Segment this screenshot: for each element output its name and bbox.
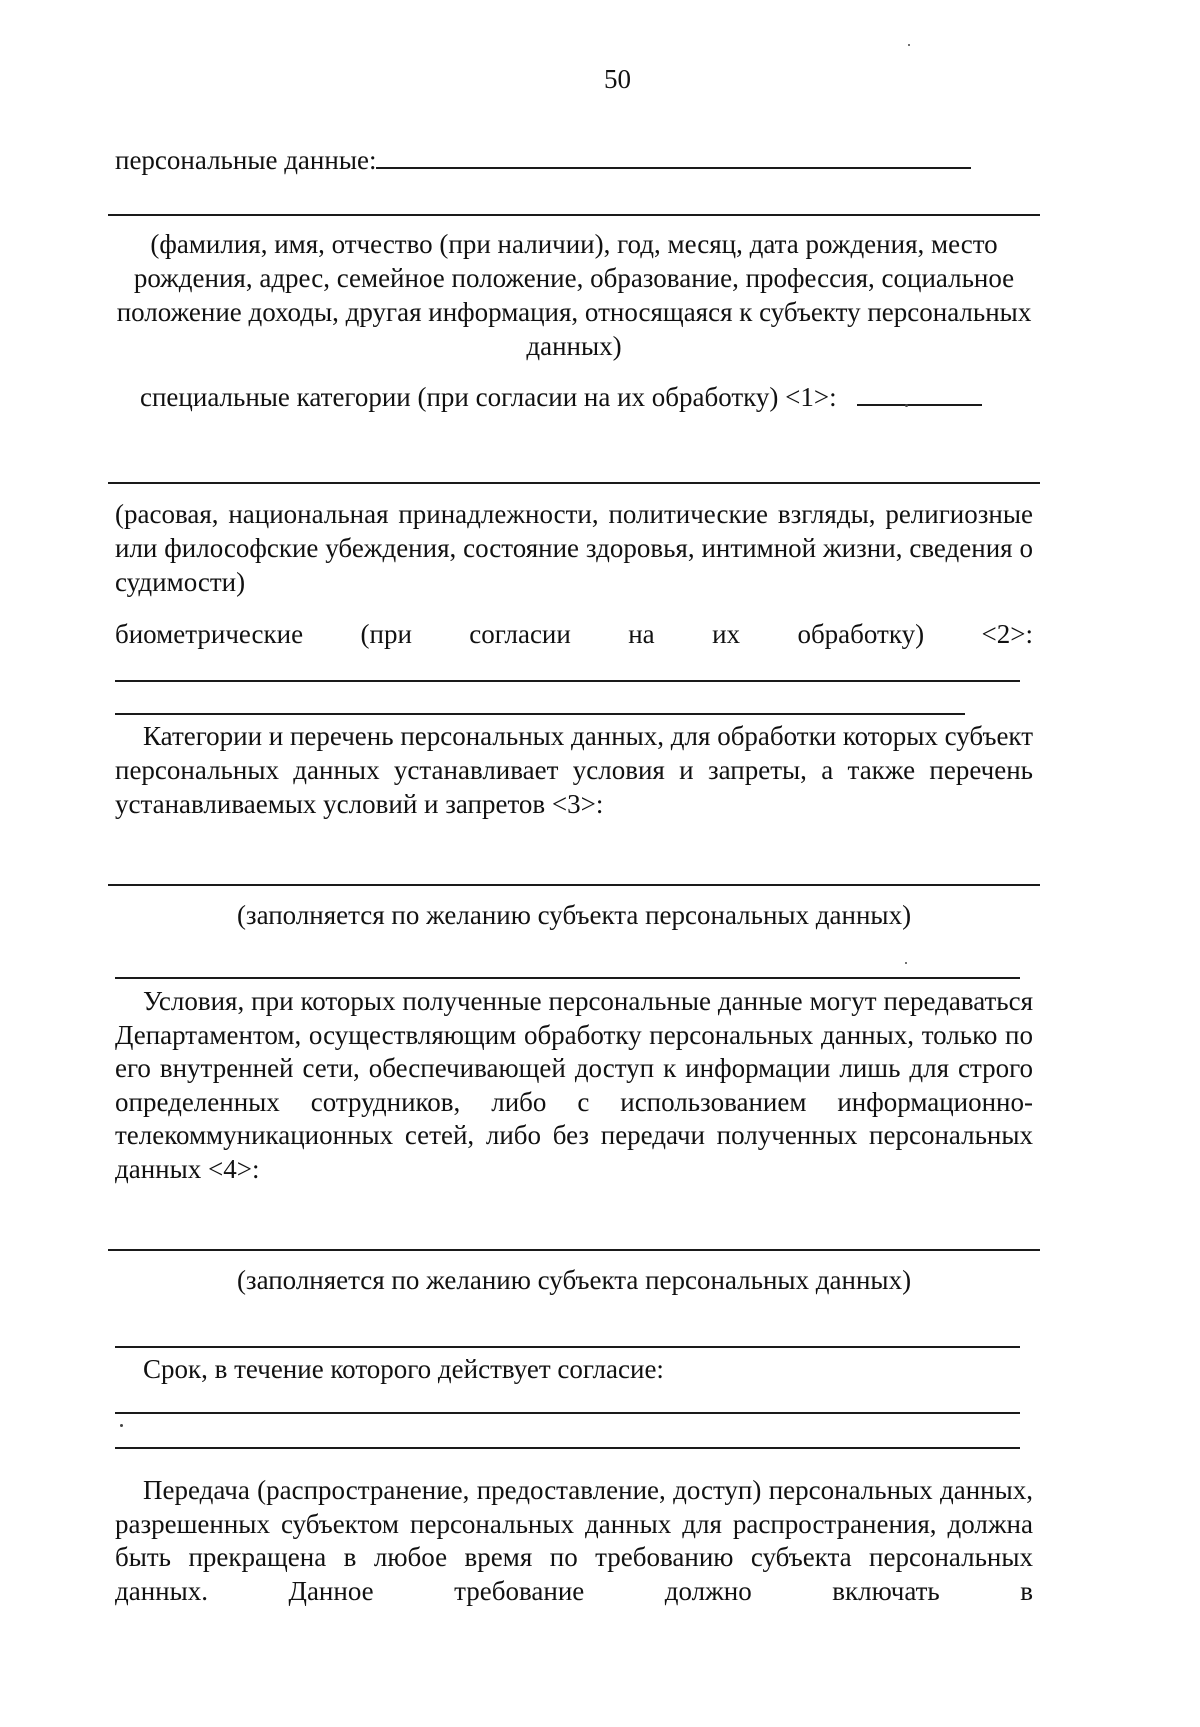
conditions-bans-text: Категории и перечень персональных данных, для обработки которых субъект персональных данных устанавливает условия и запреты, а также перечень устанавливаемых условий и запретов <3>: [115, 721, 1033, 819]
biometric-field-line-1[interactable] [115, 680, 1020, 682]
biometric-word: согласии [469, 619, 571, 649]
biometric-field-line-2[interactable] [115, 713, 965, 715]
term-field-line-1[interactable] [115, 1412, 1020, 1414]
special-categories-field[interactable] [857, 403, 982, 406]
page-number: 50 [604, 64, 631, 94]
scan-speck [120, 1424, 123, 1427]
special-categories-field-line-2[interactable] [108, 482, 1040, 484]
biometric-row [115, 617, 1033, 651]
conditions-bans-field-line-2[interactable] [115, 977, 1020, 979]
transfer-conditions-field-line[interactable] [108, 1249, 1040, 1251]
personal-data-caption: (фамилия, имя, отчество (при наличии), год, месяц, дата рождения, место рождения, адрес, семейное положение, образование, профессия, социальное положение доходы, другая информация, относящаяся к субъекту персональных данных) [116, 229, 1032, 361]
conditions-bans-caption: (заполняется по желанию субъекта персональных данных) [236, 900, 912, 930]
special-categories-caption: (расовая, национальная принадлежности, политические взгляды, религиозные или философские убеждения, состояние здоровья, интимной жизни, сведения о судимости) [115, 499, 1033, 597]
special-categories-label: специальные категории (при согласии на их обработку) <1>: [140, 382, 837, 412]
term-label: Срок, в течение которого действует согласие: [143, 1354, 664, 1384]
termination-text: Передача (распространение, предоставление, доступ) персональных данных, разрешенных субъектом персональных данных для распространения, должна быть прекращена в любое время по требованию субъекта персональных данных. Данное требование должно включать в [115, 1475, 1033, 1606]
personal-data-field-line-2[interactable] [108, 214, 1040, 216]
personal-data-field[interactable] [376, 166, 971, 169]
transfer-conditions-text: Условия, при которых полученные персональные данные могут передаваться Департаментом, осуществляющим обработку персональных данных, только по его внутренней сети, обеспечивающей доступ к информации лишь для строго определенных сотрудников, либо с использованием информационно-телекоммуникационных сетей, либо без передачи полученных персональных данных <4>: [115, 986, 1033, 1184]
biometric-word: на [628, 619, 655, 649]
scan-speck [905, 962, 907, 964]
personal-data-row [115, 143, 1035, 177]
special-categories-row [140, 380, 1040, 414]
transfer-conditions-caption: (заполняется по желанию субъекта персональных данных) [236, 1265, 912, 1295]
biometric-word: обработку) [797, 619, 925, 649]
biometric-word: биометрические [115, 619, 304, 649]
biometric-word: <2>: [981, 619, 1033, 649]
term-field-line-2[interactable] [115, 1447, 1020, 1449]
scan-speck [905, 404, 908, 407]
biometric-word: (при [360, 619, 412, 649]
transfer-conditions-field-line-2[interactable] [115, 1346, 1020, 1348]
conditions-bans-field-line[interactable] [108, 884, 1040, 886]
scan-speck [908, 44, 910, 46]
personal-data-label: персональные данные: [115, 145, 377, 175]
biometric-word: их [712, 619, 741, 649]
